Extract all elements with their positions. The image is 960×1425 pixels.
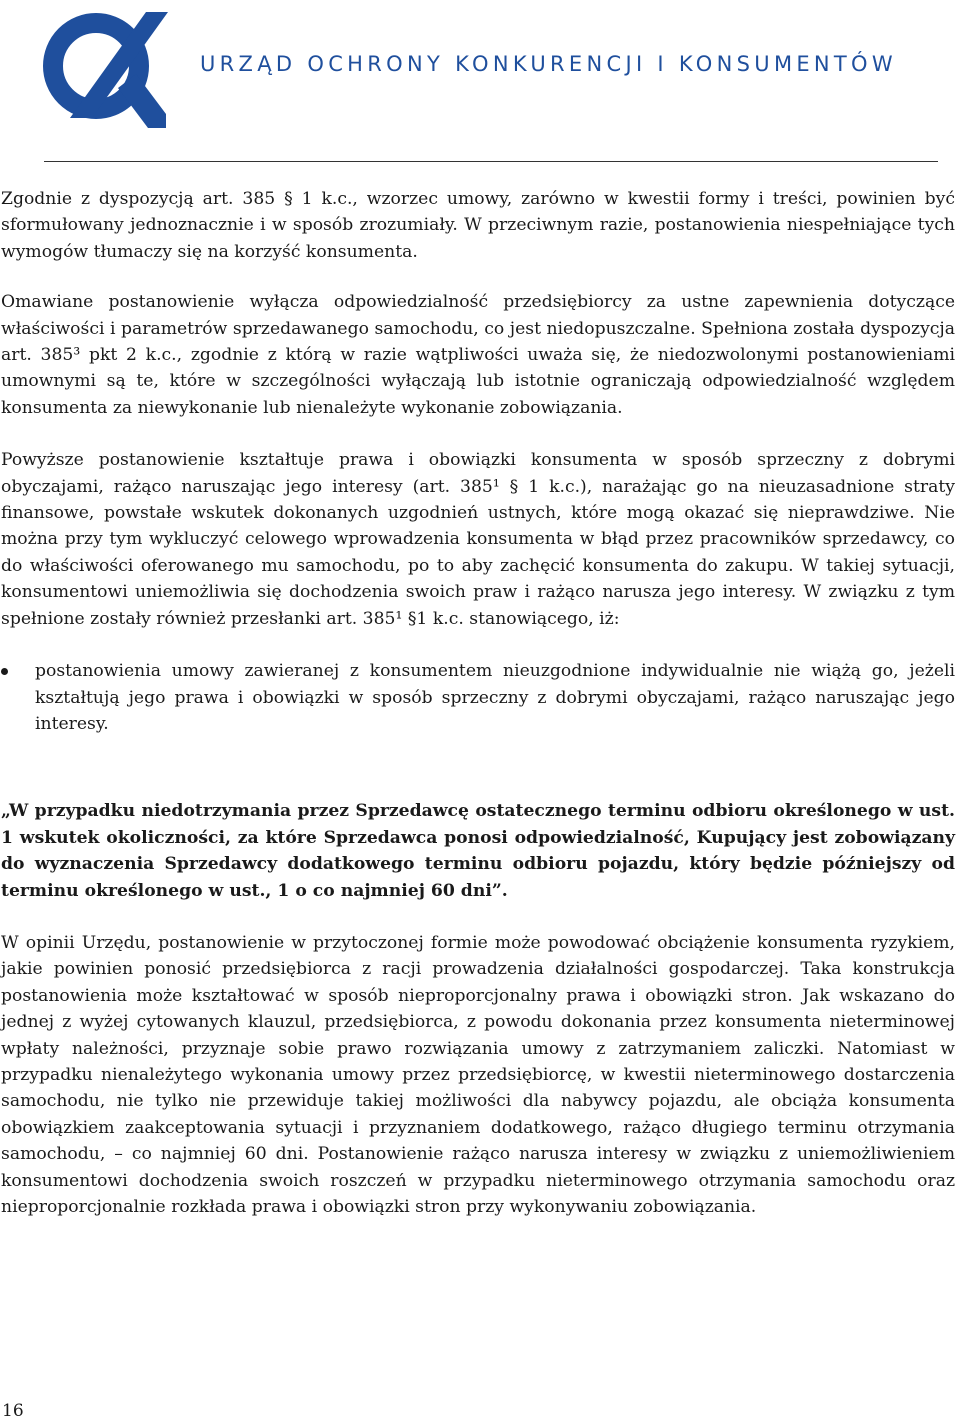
header-divider (44, 161, 938, 162)
quoted-clause: „W przypadku niedotrzymania przez Sprzedawcę ostatecznego terminu odbioru określonego w ust. 1 wskutek okoliczności, za które Sprzedawca ponosi odpowiedzialność, Kupujący jest zobowiązany do wyznaczenia Sprzedawcy dodatkowego terminu odbioru pojazdu, który będzie późniejszy od terminu określonego w ust., 1 o co najmniej 60 dni”. (1, 801, 955, 901)
paragraph-liability: Omawiane postanowienie wyłącza odpowiedzialność przedsiębiorcy za ustne zapewnienia dotyczące właściwości i parametrów sprzedawanego samochodu, co jest niedopuszczalne. Spełniona została dyspozycja art. 385³ pkt 2 k.c., zgodnie z którą w razie wątpliwości uważa się, że niedozwolonymi postanowieniami umownymi są te, które w szczególności wyłączają lub istotnie ograniczają odpowiedzialność względem konsumenta za niewykonanie lub nienależyte wykonanie zobowiązania. (1, 292, 955, 418)
bullet-list (1, 658, 955, 737)
paragraph-opinion: W opinii Urzędu, postanowienie w przytoczonej formie może powodować obciążenie konsumenta ryzykiem, jakie powinien ponosić przedsiębiorca z racji prowadzenia działalności gospodarczej. Taka konstrukcja postanowienia może kształtować w sposób nieproporcjonalny prawa i obowiązki stron. Jak wskazano do jednej z wyżej cytowanych klauzul, przedsiębiorca, z powodu dokonania przez konsumenta nieterminowej wpłaty należności, przyznaje sobie prawo rozwiązania umowy z zatrzymaniem zaliczki. Natomiast w przypadku nienależytego wykonania umowy przez przedsiębiorcę, w kwestii nieterminowego dostarczenia samochodu, nie tylko nie przewiduje takiej możliwości dla nabywcy pojazdu, ale obciąża konsumenta obowiązkiem zaakceptowania sytuacji i przyznaniem dodatkowego, rażąco długiego terminu otrzymania samochodu, – co najmniej 60 dni. Postanowienie rażąco narusza interesy w związku z uniemożliwieniem konsumentowi dochodzenia swoich roszczeń w przypadku nieterminowego otrzymania samochodu oraz nieproporcjonalnie rozkłada prawa i obowiązki stron przy wykonywaniu zobowiązania. (1, 932, 955, 1217)
paragraph-consumer-rights: Powyższe postanowienie kształtuje prawa i obowiązki konsumenta w sposób sprzeczny z dobrymi obyczajami, rażąco naruszając jego interesy (art. 385¹ § 1 k.c.), narażając go na nieuzasadnione straty finansowe, powstałe wskutek dokonanych uzgodnień ustnych, które mogą okazać się nieprawdziwe. Nie można przy tym wykluczyć celowego wprowadzenia konsumenta w błąd przez pracowników sprzedawcy, co do właściwości oferowanego mu samochodu, po to aby zachęcić konsumenta do zakupu. W takiej sytuacji, konsumentowi uniemożliwia się dochodzenia swoich praw i rażąco narusza jego interesy. W związku z tym spełnione zostały również przesłanki art. 385¹ §1 k.c. stanowiącego, iż: (1, 450, 955, 629)
paragraph-intro: Zgodnie z dyspozycją art. 385 § 1 k.c., wzorzec umowy, zarówno w kwestii formy i treści, powinien być sformułowany jednoznacznie i w sposób zrozumiały. W przeciwnym razie, postanowienia niespełniające tych wymogów tłumaczy się na korzyść konsumenta. (1, 189, 955, 262)
page-number: 16 (2, 1401, 24, 1421)
list-item (1, 658, 955, 737)
organization-name: URZĄD OCHRONY KONKURENCJI I KONSUMENTÓW (200, 52, 897, 76)
document-body (1, 186, 955, 1220)
page-header (0, 0, 960, 175)
uokik-logo-icon (40, 4, 170, 128)
list-item-text: postanowienia umowy zawieranej z konsumentem nieuzgodnione indywidualnie nie wiążą go, jeżeli kształtują jego prawa i obowiązki w sposób sprzeczny z dobrymi obyczajami, rażąco naruszając jego interesy. (35, 661, 955, 734)
bullet-icon (1, 668, 8, 675)
